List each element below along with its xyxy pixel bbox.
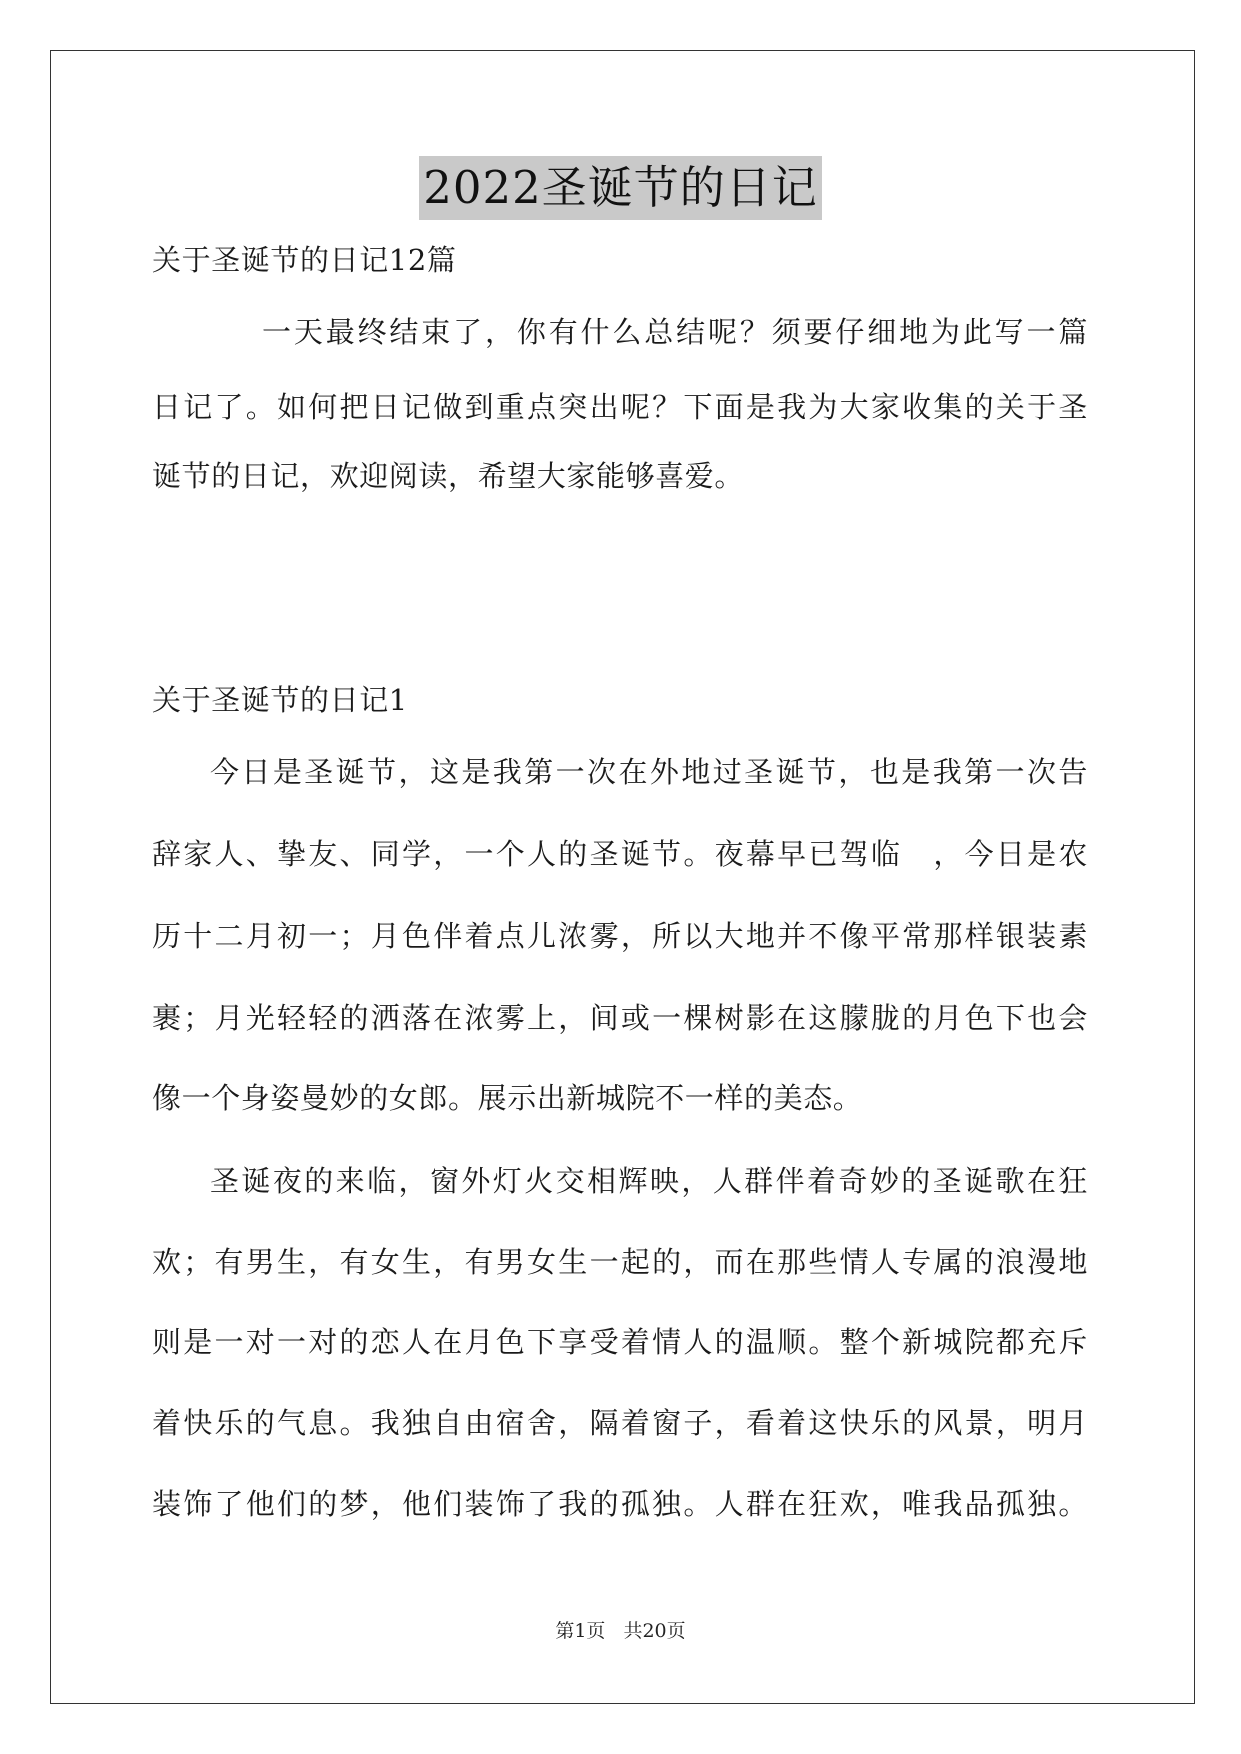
intro-line: 诞节的日记，欢迎阅读，希望大家能够喜爱。	[152, 459, 745, 493]
page-number: 第1页	[555, 1620, 606, 1642]
paragraph-line: 今日是圣诞节，这是我第一次在外地过圣诞节，也是我第一次告	[210, 755, 1088, 789]
paragraph-line: 裹；月光轻轻的洒落在浓雾上，间或一棵树影在这朦胧的月色下也会	[152, 1001, 1088, 1035]
document-title: 2022圣诞节的日记	[419, 156, 822, 220]
page-border	[50, 50, 1195, 1704]
total-pages: 共20页	[623, 1620, 686, 1642]
intro-line: 一天最终结束了，你有什么总结呢？须要仔细地为此写一篇	[262, 315, 1088, 349]
title-container	[0, 156, 1241, 220]
paragraph-line: 圣诞夜的来临，窗外灯火交相辉映，人群伴着奇妙的圣诞歌在狂	[210, 1164, 1088, 1198]
section-heading: 关于圣诞节的日记1	[152, 683, 408, 717]
page-footer	[0, 1618, 1241, 1644]
paragraph-line: 着快乐的气息。我独自由宿舍，隔着窗子，看着这快乐的风景，明月	[152, 1406, 1088, 1440]
paragraph-line: 欢；有男生，有女生，有男女生一起的，而在那些情人专属的浪漫地	[152, 1245, 1088, 1279]
document-subtitle: 关于圣诞节的日记12篇	[152, 243, 457, 277]
intro-line: 日记了。如何把日记做到重点突出呢？下面是我为大家收集的关于圣	[152, 390, 1088, 424]
paragraph-line: 装饰了他们的梦，他们装饰了我的孤独。人群在狂欢，唯我品孤独。	[152, 1487, 1088, 1521]
paragraph-line: 历十二月初一；月色伴着点儿浓雾，所以大地并不像平常那样银装素	[152, 919, 1088, 953]
paragraph-line: 像一个身姿曼妙的女郎。展示出新城院不一样的美态。	[152, 1081, 863, 1115]
paragraph-line: 辞家人、挚友、同学，一个人的圣诞节。夜幕早已驾临 ，今日是农	[152, 837, 1088, 871]
paragraph-line: 则是一对一对的恋人在月色下享受着情人的温顺。整个新城院都充斥	[152, 1325, 1088, 1359]
